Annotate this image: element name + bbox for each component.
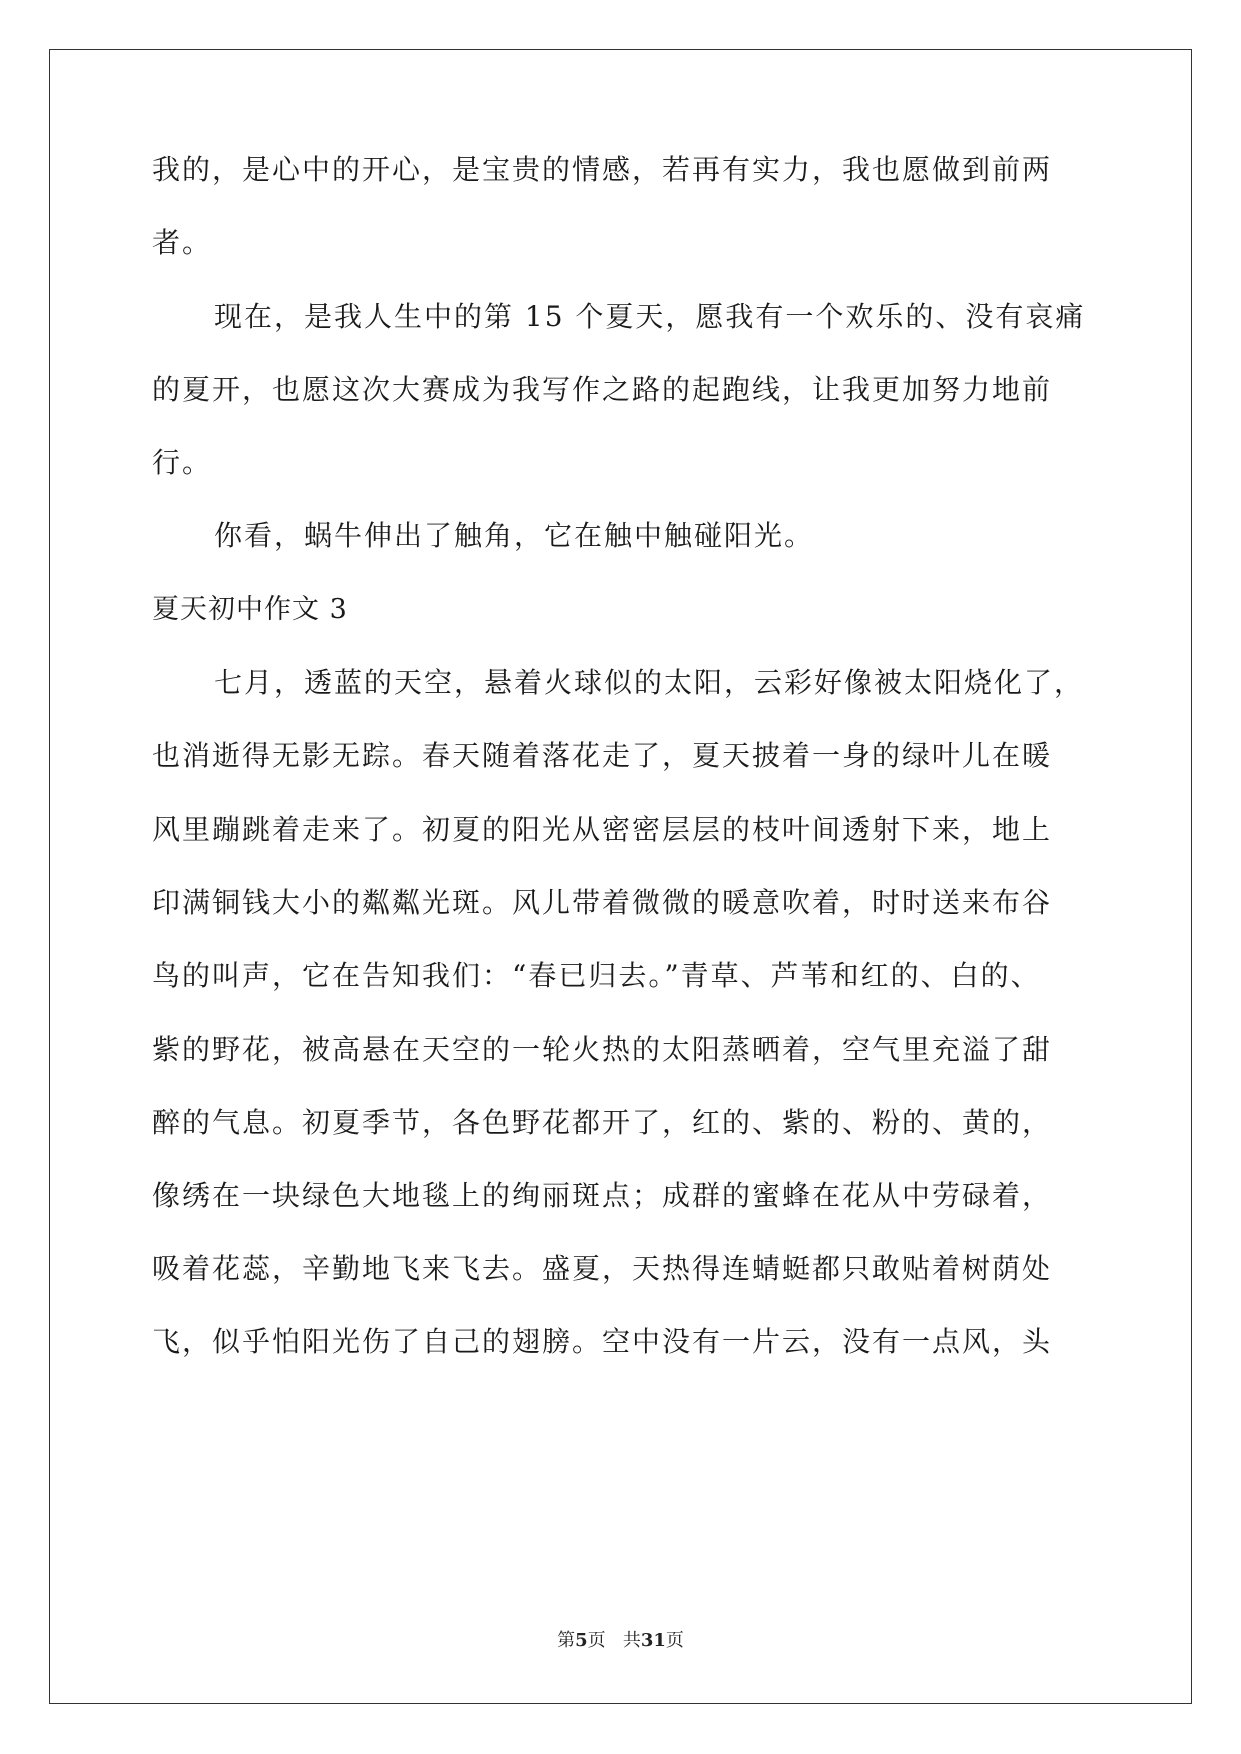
text-line: 也消逝得无影无踪。春天随着落花走了，夏天披着一身的绿叶儿在暖 <box>152 739 1053 772</box>
section-heading: 夏天初中作文 3 <box>152 594 348 625</box>
text-line: 我的，是心中的开心，是宝贵的情感，若再有实力，我也愿做到前两 <box>152 153 1053 186</box>
footer-page-suffix: 页 <box>587 1630 606 1651</box>
total-pages: 31 <box>640 1630 666 1651</box>
text-line: 你看，蜗牛伸出了触角，它在触中触碰阳光。 <box>214 519 815 552</box>
text-line: 吸着花蕊，辛勤地飞来飞去。盛夏，天热得连蜻蜓都只敢贴着树荫处 <box>152 1252 1053 1285</box>
footer-total-prefix: 共 <box>622 1630 641 1651</box>
page-number: 5 <box>575 1630 588 1651</box>
text-line: 像绣在一块绿色大地毯上的绚丽斑点；成群的蜜蜂在花从中劳碌着， <box>152 1179 1053 1212</box>
text-line: 的夏开，也愿这次大赛成为我写作之路的起跑线，让我更加努力地前 <box>152 373 1053 406</box>
text-line: 七月，透蓝的天空，悬着火球似的太阳，云彩好像被太阳烧化了， <box>214 666 1085 699</box>
footer-total-suffix: 页 <box>665 1630 684 1651</box>
text-line: 风里蹦跳着走来了。初夏的阳光从密密层层的枝叶间透射下来，地上 <box>152 813 1053 846</box>
text-line: 紫的野花，被高悬在天空的一轮火热的太阳蒸晒着，空气里充溢了甜 <box>152 1033 1053 1066</box>
text-line: 现在，是我人生中的第 15 个夏天，愿我有一个欢乐的、没有哀痛 <box>214 300 1086 333</box>
text-line: 者。 <box>152 226 213 259</box>
text-line: 鸟的叫声，它在告知我们：“春已归去。”青草、芦苇和红的、白的、 <box>152 959 1041 992</box>
text-line: 印满铜钱大小的粼粼光斑。风儿带着微微的暖意吹着，时时送来布谷 <box>152 886 1053 919</box>
footer-prefix: 第 <box>557 1630 576 1651</box>
page-footer <box>0 1629 1241 1653</box>
text-line: 飞，似乎怕阳光伤了自己的翅膀。空中没有一片云，没有一点风，头 <box>152 1325 1053 1358</box>
text-line: 醉的气息。初夏季节，各色野花都开了，红的、紫的、粉的、黄的， <box>152 1106 1053 1139</box>
text-line: 行。 <box>152 446 213 479</box>
